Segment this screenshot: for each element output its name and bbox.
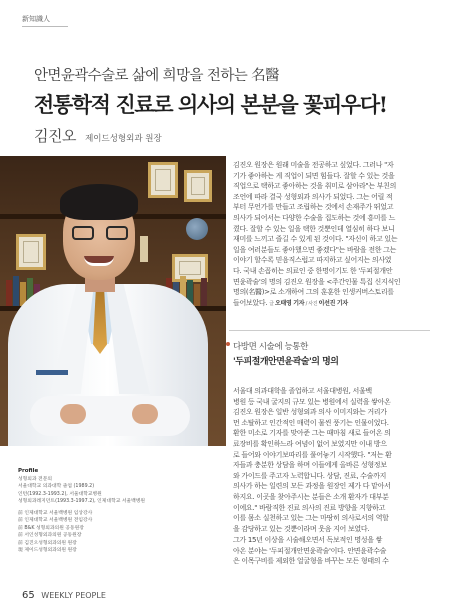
hair	[60, 184, 138, 220]
body-line: 와 가이드를 주고자 노력합니다. 상담, 진료, 수술까지	[233, 471, 387, 480]
subheadline: 안면윤곽수술로 삶에 희망을 전하는 名醫	[34, 68, 279, 84]
profile-line: 現 제이드성형외과의원 원장	[18, 548, 77, 553]
body-line: 기가 좋아하는 게 직업이 되면 힘들다. 잘할 수 있는 것을	[233, 171, 395, 180]
article-credit	[269, 301, 348, 307]
body-line: 이를 몸소 실천하고 있는 그는 마땅히 의사로서의 역할	[233, 514, 389, 523]
body-line: 환한 미소로 기자를 맞아준 그는 때마침 새로 들어온 의	[233, 429, 391, 438]
body-line: 이야기 할수록 믿음직스럽고 따지하고 싶어지는 의사였	[233, 256, 392, 265]
page-number: 65	[22, 590, 35, 601]
body-line: 의사가 하는 일련의 모든 과정을 원장인 제가 다 맡아서	[233, 482, 391, 491]
body-column	[233, 535, 429, 567]
body-line: 조언에 따라 결국 성형외과 의사가 되었다. 그는 어릴 적	[233, 192, 393, 201]
folded-arms	[30, 396, 190, 436]
profile-title: Profile	[18, 468, 39, 474]
lamp	[140, 236, 148, 262]
doctor-name: 김진오	[34, 127, 76, 145]
photographer-name: 이선진 기자	[318, 299, 348, 307]
body-line: 로 들어와 이야기보따리를 풀어놓기 시작했다. "저는 환	[233, 450, 392, 459]
body-line: 자들과 충분한 상담을 하며 이들에게 올바른 성형정보	[233, 461, 387, 470]
picture-frame	[16, 234, 46, 270]
body-line-end: 들어보았다.	[233, 298, 268, 307]
writer-label: 글	[269, 300, 274, 307]
section-heading-line2: '두피절개안면윤곽술'의 명의	[233, 357, 339, 367]
magazine-name: WEEKLY PEOPLE	[41, 591, 106, 600]
headline	[34, 64, 414, 146]
body-line	[233, 298, 429, 310]
body-line: 서울대 의과대학을 졸업하고 서울대병원, 서울백	[233, 387, 372, 395]
credit-separator: /	[305, 300, 307, 307]
profile-line: 前 김진오성형외과의원 원장	[18, 540, 77, 546]
profile-line: 前 서인성형외과의원 공동원장	[18, 533, 82, 538]
main-headline: 전통학적 진료로 의사의 본분을 꽃피우다!	[34, 92, 387, 117]
body-line: 다. 국내 손꼽히는 의료인 중 한명이기도 한 '두피절개안	[233, 266, 393, 275]
writer-name: 오태영 기자	[275, 299, 305, 307]
body-line: 먼 소탈하고 인간적인 매력이 물씬 풍기는 인물이었다.	[233, 418, 389, 427]
body-line: 김진오 원장은 일반 성형외과 의사 이미지와는 거리가	[233, 408, 387, 417]
body-line: 은 이목구비를 제외한 얼굴형을 바꾸는 모든 형태의 수	[233, 557, 389, 566]
profile-line: 성형외과 전문의	[18, 476, 52, 482]
divider	[229, 330, 430, 331]
picture-frame	[184, 170, 212, 202]
section-tag: 新知識人	[22, 14, 68, 27]
profile-line: 성형외과레지던트(1993.3-1997.2), 인제대학교 서울백병원	[18, 499, 146, 504]
body-line: 하지요. 이곳을 찾아주시는 분들은 소개 환자가 대부분	[233, 492, 389, 501]
doctor-role: 제이드성형외과 원장	[85, 134, 162, 144]
profile-line: 前 B&K 성형외과의원 공동원장	[18, 525, 84, 531]
profile-box	[18, 468, 223, 555]
name-badge	[36, 370, 68, 375]
picture-frame	[148, 162, 178, 198]
section-heading-line1: 다방면 시술에 능통한	[233, 342, 308, 352]
hand	[132, 404, 158, 424]
body-line: 직업으로 택하고 좋아하는 것을 취미로 삼아라"는 부친의	[233, 182, 397, 191]
profile-line: 인턴(1992.3-1993.2), 서울대학교병원	[18, 491, 102, 497]
glasses	[72, 226, 128, 242]
section-heading	[233, 340, 429, 367]
body-line: 료장비를 확인하느라 여념이 없어 보였지만 이내 방으	[233, 439, 387, 448]
body-line: 부터 무언가를 만들고 조립하는 것에서 손재주가 뛰었고	[233, 203, 394, 212]
byline	[34, 125, 414, 146]
profile-line: 서울대학교 의과대학 졸업 (1989.2)	[18, 484, 95, 489]
hand	[60, 404, 86, 424]
globe	[186, 218, 208, 240]
body-line: 면윤곽술'의 명의 김진오 원장을 <주간인물 특집 신지식인	[233, 277, 401, 286]
body-line: 을 감당하고 있는 것뿐이라며 웃음 지어 보였다.	[233, 524, 370, 533]
profile-line: 前 인제대학교 서울백병원 전임강사	[18, 518, 93, 523]
intro-column	[233, 160, 429, 309]
body-line: 그가 15년 이상을 시술해오면서 독보적인 명성을 쌓	[233, 536, 383, 544]
body-line: 아온 분야는 '두피절개안면윤곽술'이다. 안면윤곽수술	[233, 546, 387, 555]
body-line: 의사가 되어서는 다양한 수술을 집도하는 것에 흥미를 느	[233, 213, 396, 222]
portrait-photo	[0, 156, 226, 446]
body-line: 일을 여러분들도 좋아했으면 좋겠다"는 바람을 전한 그는	[233, 245, 397, 254]
body-line: 병원 등 국내 굴지의 규모 있는 병원에서 실력을 쌓아온	[233, 397, 391, 406]
bullet-icon	[226, 342, 230, 346]
body-column	[233, 386, 429, 534]
page-footer	[22, 590, 106, 601]
body-line: 김진오 원장은 원래 미술을 전공하고 싶었다. 그러나 "자	[233, 161, 394, 169]
photo-label: 사진	[308, 300, 318, 307]
body-line: 명의(名醫)>로 소개하여 그의 훈훈한 인생커버스토리를	[233, 288, 394, 297]
body-line: 재미를 느끼고 즐길 수 있게 된 것이다. "자신이 하고 있는	[233, 235, 398, 244]
body-line: 이에요." 바람직한 진료 의사의 진료 방향을 지향하고	[233, 503, 386, 512]
profile-line: 前 인제대학교 서울백병원 임상강사	[18, 510, 93, 516]
body-line: 꼈다. 잘할 수 있는 일을 택한 것뿐인데 열심히 하다 보니	[233, 224, 395, 233]
